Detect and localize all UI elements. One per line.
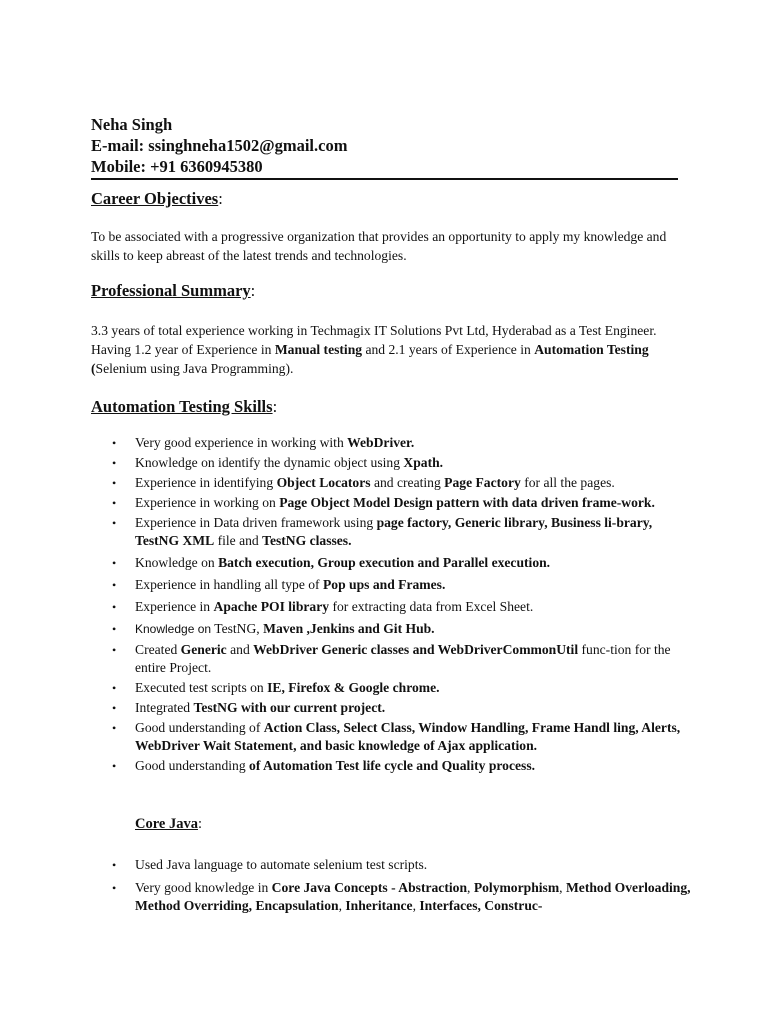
bullet-icon: •: [112, 556, 117, 570]
bullet-icon: •: [112, 600, 117, 614]
list-item: • Very good experience in working with WebDriver.: [112, 435, 415, 450]
mobile-line: Mobile: +91 6360945380: [91, 157, 263, 176]
bullet-icon: •: [112, 721, 117, 735]
list-item: • Good understanding of Action Class, Select Class, Window Handling, Frame Handl ling, Alerts, WebDriver Wait Statement, and basic knowledge of Ajax application.: [112, 720, 681, 753]
list-item: • Experience in identifying Object Locators and creating Page Factory for all the pages.: [112, 475, 615, 490]
list-item: • Experience in working on Page Object Model Design pattern with data driven frame-work.: [112, 495, 655, 510]
bullet-icon: •: [112, 456, 117, 470]
bullet-icon: •: [112, 516, 117, 530]
header-divider: [91, 178, 678, 180]
bullet-icon: •: [112, 622, 117, 636]
bullet-icon: •: [112, 858, 117, 872]
core-java-heading: Core Java:: [135, 816, 202, 832]
bullet-icon: •: [112, 643, 117, 657]
core-java-list: [91, 856, 691, 915]
list-item: • Knowledge on TestNG, Maven ,Jenkins and Git Hub.: [112, 621, 435, 636]
bullet-icon: •: [112, 578, 117, 592]
bullet-icon: •: [112, 476, 117, 490]
automation-skills-list: [91, 434, 691, 775]
list-item: • Very good knowledge in Core Java Concepts - Abstraction, Polymorphism, Method Overloading, Method Overriding, Encapsulation, Inheritance, Interfaces, Construc-: [112, 880, 691, 913]
professional-summary-text: 3.3 years of total experience working in Techmagix IT Solutions Pvt Ltd, Hyderabad as a Test Engineer. Having 1.2 year of Experience in Manual testing and 2.1 years of Experience in Automation Testing (Selenium using Java Programming).: [91, 323, 657, 376]
bullet-icon: •: [112, 701, 117, 715]
candidate-name: Neha Singh: [91, 115, 173, 134]
list-item: • Used Java language to automate selenium test scripts.: [112, 857, 428, 872]
bullet-icon: •: [112, 496, 117, 510]
list-item: • Knowledge on Batch execution, Group execution and Parallel execution.: [112, 555, 551, 570]
list-item: • Executed test scripts on IE, Firefox & Google chrome.: [112, 680, 440, 695]
list-item: • Experience in Data driven framework using page factory, Generic library, Business li-brary, TestNG XML file and TestNG classes.: [112, 515, 653, 548]
bullet-icon: •: [112, 436, 117, 450]
contact-header: [91, 114, 347, 177]
career-objectives-text: To be associated with a progressive organization that provides an opportunity to apply my knowledge and skills to keep abreast of the latest trends and technologies.: [91, 229, 667, 263]
list-item: • Experience in Apache POI library for extracting data from Excel Sheet.: [112, 599, 534, 614]
list-item: • Created Generic and WebDriver Generic classes and WebDriverCommonUtil func-tion for the entire Project.: [112, 642, 671, 675]
list-item: • Experience in handling all type of Pop ups and Frames.: [112, 577, 446, 592]
automation-skills-heading: Automation Testing Skills:: [91, 397, 278, 416]
career-objectives-heading: Career Objectives:: [91, 189, 223, 208]
list-item: • Integrated TestNG with our current project.: [112, 700, 386, 715]
bullet-icon: •: [112, 881, 117, 895]
list-item: • Good understanding of Automation Test life cycle and Quality process.: [112, 758, 536, 773]
list-item: • Knowledge on identify the dynamic object using Xpath.: [112, 455, 444, 470]
bullet-icon: •: [112, 681, 117, 695]
bullet-icon: •: [112, 759, 117, 773]
professional-summary-heading: Professional Summary:: [91, 281, 256, 300]
email-line: E-mail: ssinghneha1502@gmail.com: [91, 136, 348, 155]
